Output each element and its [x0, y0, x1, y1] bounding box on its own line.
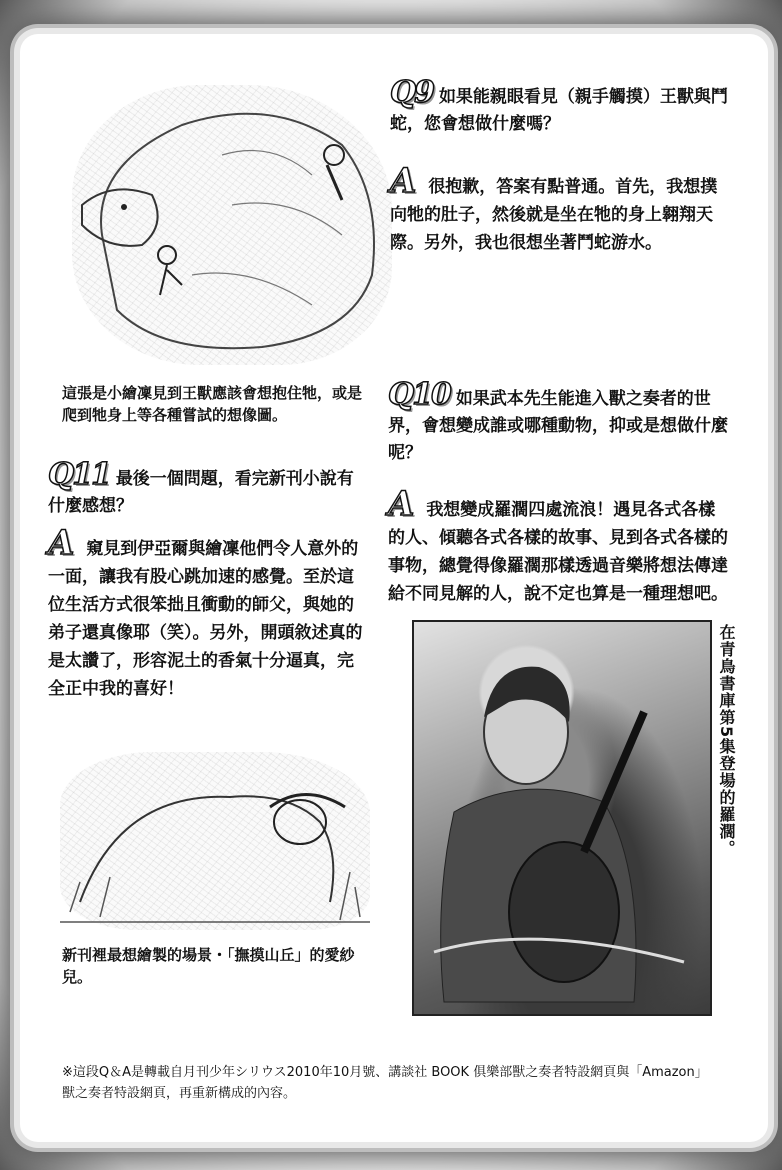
q9-answer: 很抱歉，答案有點普通。首先，我想撲向牠的肚子，然後就是坐在牠的身上翱翔天際。另外，我也很想坐著鬥蛇游水。 [390, 177, 718, 253]
footnote: ※這段Q＆A是轉載自月刊少年シリウス2010年10月號、講談社 BOOK 俱樂部獸之奏者特設網頁與「Amazon」獸之奏者特設網頁，再重新構成的內容。 [62, 1065, 702, 1101]
q9-answer-badge: A [390, 161, 417, 201]
beast-caption: 這張是小繪凜見到王獸應該會想抱住牠，或是爬到牠身上等各種嘗試的想像圖。 [62, 384, 363, 424]
q10-section [388, 377, 728, 608]
kneeling-sketch-icon [60, 752, 370, 930]
portrait-illustration [412, 620, 712, 1016]
q11-answer-badge: A [48, 523, 75, 563]
q11-badge: Q11 [48, 457, 110, 492]
q10-badge: Q10 [388, 377, 450, 412]
q11-answer: 窺見到伊亞爾與繪凜他們令人意外的一面，讓我有股心跳加速的感覺。至於這位生活方式很笨拙且衝動的師父，與她的弟子還真像耶（笑）。另外，開頭敘述真的是太讚了，形容泥土的香氣十分逼真，完全正中我的喜好！ [48, 539, 363, 699]
q10-answer-badge: A [388, 484, 415, 524]
q11-section [48, 457, 368, 703]
q11-question: 最後一個問題，看完新刊小說有什麼感想？ [48, 469, 354, 516]
q9-section [390, 75, 730, 257]
q10-answer: 我想變成羅濶四處流浪！遇見各式各樣的人、傾聽各式各樣的故事、見到各式各樣的事物，總覺得像羅濶那樣透過音樂將想法傳達給不同見解的人，說不定也算是一種理想吧。 [388, 500, 728, 604]
portrait-caption: 在青鳥書庫第5集登場的羅濶。 [717, 624, 736, 858]
q10-question: 如果武本先生能進入獸之奏者的世界，會想變成誰或哪種動物，抑或是想做什麼呢？ [388, 389, 728, 463]
musician-sketch-icon [414, 622, 710, 1014]
kneeling-illustration [60, 752, 370, 930]
q9-question: 如果能親眼看見（親手觸摸）王獸與鬥蛇，您會想做什麼嗎？ [390, 87, 728, 134]
q9-badge: Q9 [390, 75, 434, 110]
kneeling-caption: 新刊裡最想繪製的場景・「撫摸山丘」的愛紗兒。 [62, 946, 355, 986]
beast-illustration [72, 85, 392, 365]
beast-sketch-icon [72, 85, 392, 365]
